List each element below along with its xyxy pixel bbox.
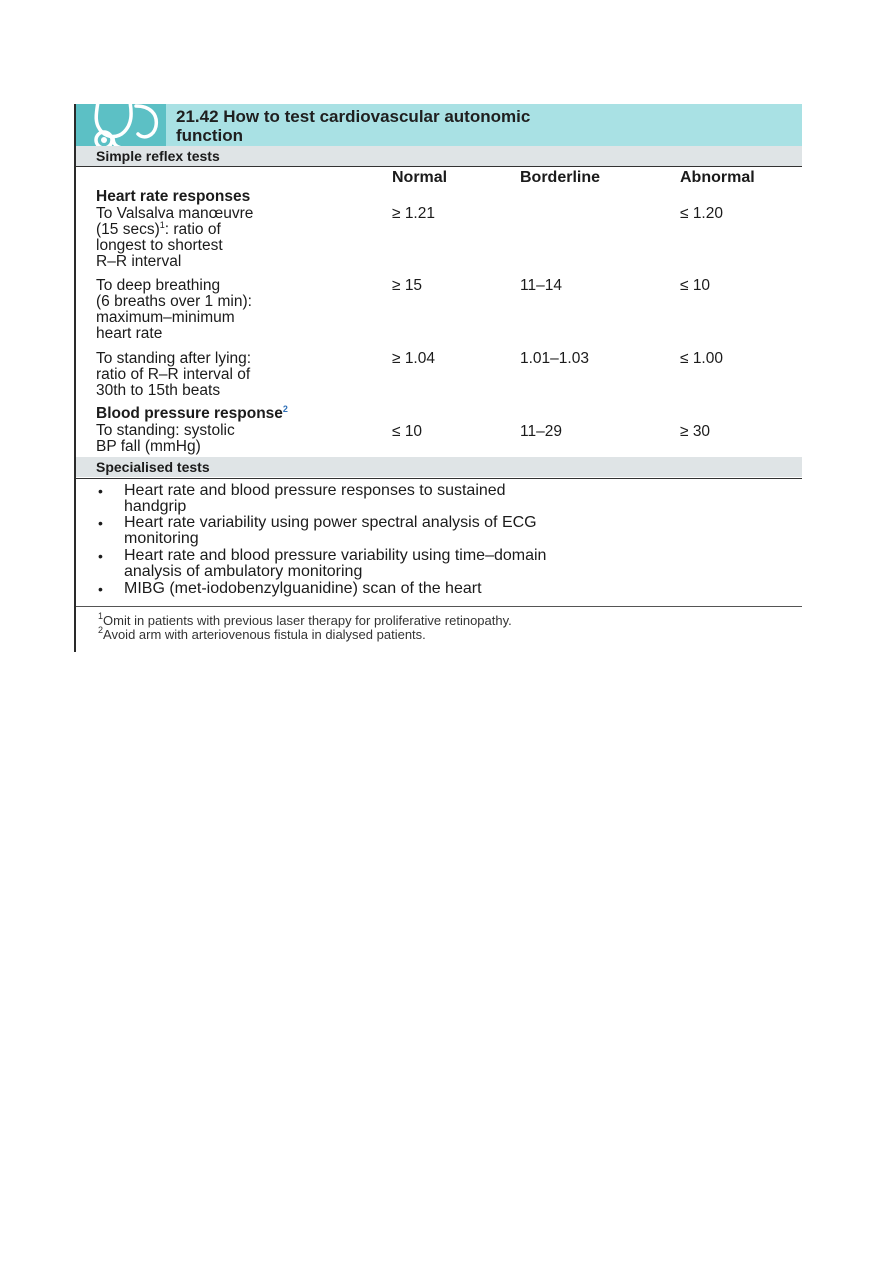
list-item [98, 548, 788, 580]
rule-middle [76, 478, 802, 479]
footnote-marker: 2 [282, 404, 288, 414]
box-title [176, 107, 786, 145]
bullet-icon: • [98, 515, 103, 531]
box-title-line-2: function [176, 126, 244, 145]
bullet-icon: • [98, 581, 103, 597]
footnote [98, 625, 426, 642]
cell-normal: ≥ 1.04 [392, 350, 435, 367]
row-label-line: (6 breaths over 1 min): [96, 293, 252, 310]
bp-heading-text: Blood pressure response [96, 405, 283, 422]
row-label-line: maximum–minimum [96, 309, 235, 326]
list-item-text [124, 515, 784, 547]
list-item [98, 483, 788, 515]
cell-normal: ≥ 1.21 [392, 205, 435, 222]
cell-abnormal: ≤ 10 [680, 277, 711, 294]
cell-abnormal: ≥ 30 [680, 423, 711, 440]
bullet-icon: • [98, 483, 103, 499]
list-item-line: handgrip [124, 498, 187, 515]
list-item-line: monitoring [124, 530, 199, 547]
rule-top [76, 166, 802, 167]
cell-borderline: 11–29 [520, 423, 562, 440]
simple-tests-heading: Simple reflex tests [76, 146, 802, 166]
bp-heading [96, 406, 288, 422]
row-label-line: To deep breathing [96, 277, 221, 294]
row-label-line: To standing after lying: [96, 350, 252, 367]
cell-borderline: 1.01–1.03 [520, 350, 589, 367]
cell-abnormal: ≤ 1.00 [680, 350, 723, 367]
row-label-line: To Valsalva manœuvre [96, 205, 254, 222]
list-item-line: Heart rate variability using power spectral analysis of ECG [124, 514, 537, 531]
row-label-line: R–R interval [96, 253, 182, 270]
title-bar [76, 104, 802, 146]
footnote-text: Omit in patients with previous laser therapy for proliferative retinopathy. [103, 613, 512, 628]
row-label-line [96, 222, 221, 238]
col-header-abnormal: Abnormal [680, 169, 755, 186]
cell-abnormal: ≤ 1.20 [680, 205, 723, 222]
cell-normal: ≥ 15 [392, 277, 423, 294]
row-label-line: heart rate [96, 325, 163, 342]
row-label-line: longest to shortest [96, 237, 223, 254]
list-item-line: MIBG (met-iodobenzylguanidine) scan of the heart [124, 580, 482, 597]
rule-bottom [76, 606, 802, 607]
col-header-borderline: Borderline [520, 169, 601, 186]
footnote-marker: 2 [98, 625, 104, 635]
list-item [98, 581, 788, 597]
row-label-text: : ratio of [164, 221, 221, 238]
list-item [98, 515, 788, 547]
col-header-normal: Normal [392, 169, 448, 186]
footnote [98, 611, 512, 628]
stethoscope-icon [76, 104, 166, 146]
cell-borderline: 11–14 [520, 277, 562, 294]
cell-normal: ≤ 10 [392, 423, 423, 440]
row-label-line: BP fall (mmHg) [96, 438, 201, 455]
list-item-text [124, 581, 784, 597]
footnote-marker: 1 [98, 611, 104, 621]
row-label-line: 30th to 15th beats [96, 382, 221, 399]
bullet-icon: • [98, 548, 103, 564]
row-label-text: (15 secs) [96, 221, 160, 238]
list-item-line: Heart rate and blood pressure variability using time–domain [124, 547, 547, 564]
box-title-line-1: 21.42 How to test cardiovascular autonomic [176, 107, 531, 126]
heart-rate-heading: Heart rate responses [96, 188, 251, 205]
footnote-text: Avoid arm with arteriovenous fistula in dialysed patients. [103, 627, 426, 642]
title-badge [76, 104, 166, 146]
footnote-marker: 1 [159, 220, 165, 230]
list-item-line: analysis of ambulatory monitoring [124, 563, 363, 580]
row-label-line: To standing: systolic [96, 422, 235, 439]
list-item-text [124, 548, 784, 580]
specialised-tests-heading: Specialised tests [76, 457, 802, 477]
info-box [74, 104, 802, 652]
row-label-line: ratio of R–R interval of [96, 366, 251, 383]
list-item-line: Heart rate and blood pressure responses to sustained [124, 482, 506, 499]
list-item-text [124, 483, 784, 515]
